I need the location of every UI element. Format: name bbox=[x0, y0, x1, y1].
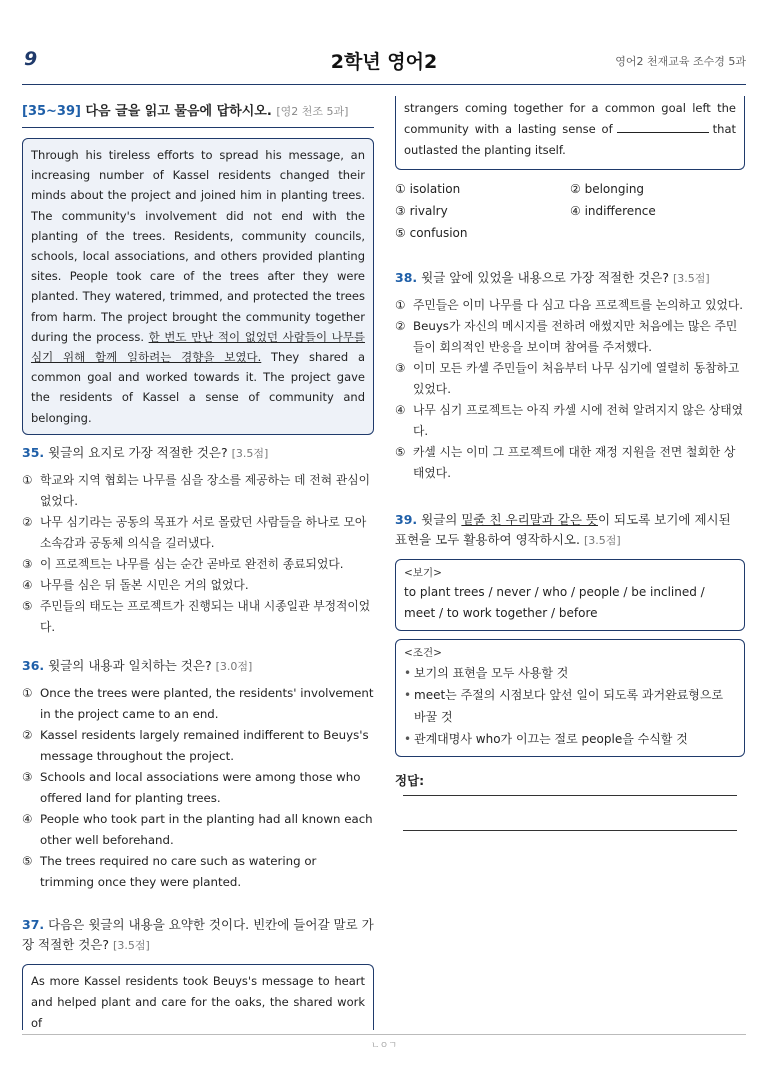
choice-text: isolation bbox=[409, 182, 461, 196]
choice-number: ① bbox=[395, 182, 406, 196]
choice-number: ③ bbox=[22, 556, 33, 571]
condition-item bbox=[404, 684, 736, 728]
question-37 bbox=[22, 915, 374, 1030]
choice-2[interactable] bbox=[570, 178, 745, 200]
choice-text: 이미 모든 카셀 주민들이 처음부터 나무 심기에 열렬히 동참하고 있었다. bbox=[413, 361, 740, 396]
choice-5[interactable] bbox=[395, 222, 570, 244]
choice-4[interactable] bbox=[570, 200, 745, 222]
question-points: [3.0점] bbox=[215, 659, 253, 673]
bullet-icon: • bbox=[404, 688, 412, 702]
choice-text: Schools and local associations were among those who offered land for planting trees. bbox=[40, 769, 361, 805]
summary-box-part2 bbox=[395, 96, 745, 170]
choice-text: 나무를 심은 뒤 돌본 시민은 거의 없었다. bbox=[40, 577, 249, 592]
question-number: 37. bbox=[22, 916, 45, 932]
question-text-end: 이 되도록 보기에 제시된 표현을 모두 활용하여 영작하시오. bbox=[395, 512, 731, 547]
question-text: 다음은 윗글의 내용을 요약한 것이다. 빈칸에 들어갈 말로 가장 적절한 것은? bbox=[22, 916, 374, 952]
answer-blank bbox=[617, 121, 709, 133]
choice-number: ④ bbox=[570, 204, 581, 218]
question-39-title bbox=[395, 510, 745, 551]
question-text: 윗글의 bbox=[421, 512, 462, 527]
condition-text: 보기의 표현을 모두 사용할 것 bbox=[414, 666, 569, 680]
question-39 bbox=[395, 510, 745, 831]
choice-text: belonging bbox=[584, 182, 645, 196]
choice-3[interactable] bbox=[395, 358, 745, 400]
choice-2[interactable] bbox=[395, 316, 745, 358]
choice-number: ④ bbox=[395, 403, 406, 417]
question-points: [3.5점] bbox=[583, 534, 621, 547]
header-divider bbox=[22, 84, 746, 85]
summary-text: strangers coming together for a common goal left the community with a lasting sense of bbox=[404, 101, 736, 136]
choice-number: ⑤ bbox=[395, 226, 406, 240]
bullet-icon: • bbox=[404, 732, 412, 746]
choice-list bbox=[22, 470, 374, 638]
left-column bbox=[22, 100, 374, 1030]
choice-3[interactable] bbox=[22, 554, 374, 575]
question-text-underlined: 밑줄 친 우리말과 같은 뜻 bbox=[461, 512, 598, 527]
set-instruction: 다음 글을 읽고 물음에 답하시오. bbox=[85, 104, 272, 119]
choice-5[interactable] bbox=[395, 442, 745, 484]
passage-text: Through his tireless efforts to spread his message, an increasing number of Kassel residents changed their minds about the project and joined him in planting trees. The community's involvement did not end with the planting of the trees. Residents, community councils, schools, local associations, and others provided planting sites. People took care of the trees after they were planted. They watered, trimmed, and protected the trees from harm. The project brought the community together during the process. bbox=[31, 148, 365, 344]
choice-1[interactable] bbox=[395, 178, 570, 200]
condition-item bbox=[404, 662, 736, 684]
choice-1[interactable] bbox=[22, 470, 374, 512]
condition-text: meet는 주절의 시점보다 앞선 일이 되도록 과거완료형으로 바꿀 것 bbox=[414, 688, 724, 724]
choice-number: ① bbox=[22, 685, 33, 700]
choice-text: rivalry bbox=[409, 204, 448, 218]
choice-list bbox=[395, 295, 745, 484]
page-subtitle: 영어2 천재교육 조수경 5과 bbox=[615, 55, 746, 68]
set-source: [영2 천조 5과] bbox=[276, 105, 349, 118]
choice-number: ⑤ bbox=[22, 598, 33, 613]
bogi-box bbox=[395, 559, 745, 631]
choice-text: 카셀 시는 이미 그 프로젝트에 대한 재정 지원을 전면 철회한 상태였다. bbox=[413, 445, 736, 480]
question-text: 윗글 앞에 있었을 내용으로 가장 적절한 것은? bbox=[421, 270, 669, 285]
question-set-heading bbox=[22, 100, 374, 128]
choice-number: ② bbox=[570, 182, 581, 196]
choice-text: Once the trees were planted, the residents' involvement in the project came to an end. bbox=[40, 685, 374, 721]
question-number: 36. bbox=[22, 657, 45, 673]
page-number: 9 bbox=[24, 48, 38, 70]
footer-mark: ㄴㅇㄱ bbox=[370, 1041, 398, 1051]
choice-text: 나무 심기 프로젝트는 아직 카셀 시에 전혀 알려지지 않은 상태였다. bbox=[413, 403, 744, 438]
bogi-expressions: to plant trees / never / who / people / be inclined / meet / to work together / before bbox=[404, 585, 705, 620]
reading-passage bbox=[22, 138, 374, 435]
choice-number: ④ bbox=[22, 811, 33, 826]
page-title: 2학년 영어2 bbox=[330, 51, 438, 73]
choice-list bbox=[395, 178, 745, 244]
question-points: [3.5점] bbox=[672, 272, 710, 285]
choice-list bbox=[22, 683, 374, 893]
choice-1[interactable] bbox=[22, 683, 374, 725]
choice-2[interactable] bbox=[22, 512, 374, 554]
choice-text: 이 프로젝트는 나무를 심는 순간 곧바로 완전히 종료되었다. bbox=[40, 556, 344, 571]
choice-number: ③ bbox=[22, 769, 33, 784]
choice-text: 나무 심기라는 공동의 목표가 서로 몰랐던 사람들을 하나로 모아 소속감과 공동체 의식을 길러냈다. bbox=[40, 514, 367, 550]
choice-4[interactable] bbox=[395, 400, 745, 442]
question-text: 윗글의 내용과 일치하는 것은? bbox=[48, 657, 212, 673]
answer-label: 정답: bbox=[395, 773, 425, 788]
question-range: [35~39] bbox=[22, 104, 81, 119]
choice-number: ⑤ bbox=[395, 445, 406, 459]
question-38-title bbox=[395, 268, 745, 289]
choice-number: ④ bbox=[22, 577, 33, 592]
choice-text: Beuys가 자신의 메시지를 전하려 애썼지만 처음에는 많은 주민들이 회의적인 반응을 보이며 참여를 주저했다. bbox=[413, 319, 738, 354]
choice-5[interactable] bbox=[22, 596, 374, 638]
choice-1[interactable] bbox=[395, 295, 745, 316]
choice-number: ③ bbox=[395, 204, 406, 218]
choice-2[interactable] bbox=[22, 725, 374, 767]
choice-text: 주민들의 태도는 프로젝트가 진행되는 내내 시종일관 부정적이었다. bbox=[40, 598, 371, 634]
choice-number: ② bbox=[395, 319, 406, 333]
choice-text: 주민들은 이미 나무를 다 심고 다음 프로젝트를 논의하고 있었다. bbox=[413, 298, 744, 312]
question-37-title bbox=[22, 915, 374, 956]
condition-label: <조건> bbox=[404, 647, 442, 659]
choice-number: ① bbox=[395, 298, 406, 312]
bullet-icon: • bbox=[404, 666, 412, 680]
choice-3[interactable] bbox=[395, 200, 570, 222]
choice-text: 학교와 지역 협회는 나무를 심을 장소를 제공하는 데 전혀 관심이 없었다. bbox=[40, 472, 371, 508]
condition-text: 관계대명사 who가 이끄는 절로 people을 수식할 것 bbox=[414, 732, 688, 746]
choice-text: The trees required no care such as watering or trimming once they were planted. bbox=[40, 853, 317, 889]
condition-item bbox=[404, 728, 736, 750]
choice-number: ③ bbox=[395, 361, 406, 375]
choice-4[interactable] bbox=[22, 575, 374, 596]
passage-text-end: They shared a common goal and worked towards it. The project gave the residents of Kassel a sense of community and belonging. bbox=[31, 350, 365, 425]
choice-text: Kassel residents largely remained indifferent to Beuys's message throughout the project. bbox=[40, 727, 369, 763]
choice-4[interactable] bbox=[22, 809, 374, 851]
question-number: 38. bbox=[395, 270, 418, 285]
answer-line-1[interactable] bbox=[403, 795, 737, 796]
page-header bbox=[22, 44, 746, 78]
answer-line-2[interactable] bbox=[403, 830, 737, 831]
underlined-korean: 한 번도 만난 적이 없었던 사람들이 나무를 심기 위해 함께 일하려는 경향을 보였다. bbox=[31, 329, 365, 365]
choice-text: People who took part in the planting had all known each other well beforehand. bbox=[40, 811, 373, 847]
choice-5[interactable] bbox=[22, 851, 374, 893]
question-36-title bbox=[22, 656, 374, 677]
choice-number: ② bbox=[22, 727, 33, 742]
question-number: 39. bbox=[395, 512, 418, 527]
choice-number: ① bbox=[22, 472, 33, 487]
summary-text-end: that outlasted the planting itself. bbox=[404, 122, 736, 157]
summary-box-part1: As more Kassel residents took Beuys's message to heart and helped plant and care for the oaks, the shared work of bbox=[22, 964, 374, 1030]
choice-text: indifference bbox=[584, 204, 656, 218]
question-38 bbox=[395, 268, 745, 484]
right-column bbox=[395, 96, 745, 831]
choice-number: ② bbox=[22, 514, 33, 529]
bogi-label: <보기> bbox=[404, 567, 442, 579]
question-text: 윗글의 요지로 가장 적절한 것은? bbox=[48, 444, 228, 460]
question-36 bbox=[22, 656, 374, 893]
footer-divider bbox=[22, 1034, 746, 1035]
question-points: [3.5점] bbox=[231, 446, 269, 460]
question-number: 35. bbox=[22, 444, 45, 460]
choice-text: confusion bbox=[409, 226, 468, 240]
choice-3[interactable] bbox=[22, 767, 374, 809]
choice-number: ⑤ bbox=[22, 853, 33, 868]
question-points: [3.5점] bbox=[113, 938, 150, 952]
question-35 bbox=[22, 443, 374, 638]
question-35-title bbox=[22, 443, 374, 464]
condition-box bbox=[395, 639, 745, 757]
